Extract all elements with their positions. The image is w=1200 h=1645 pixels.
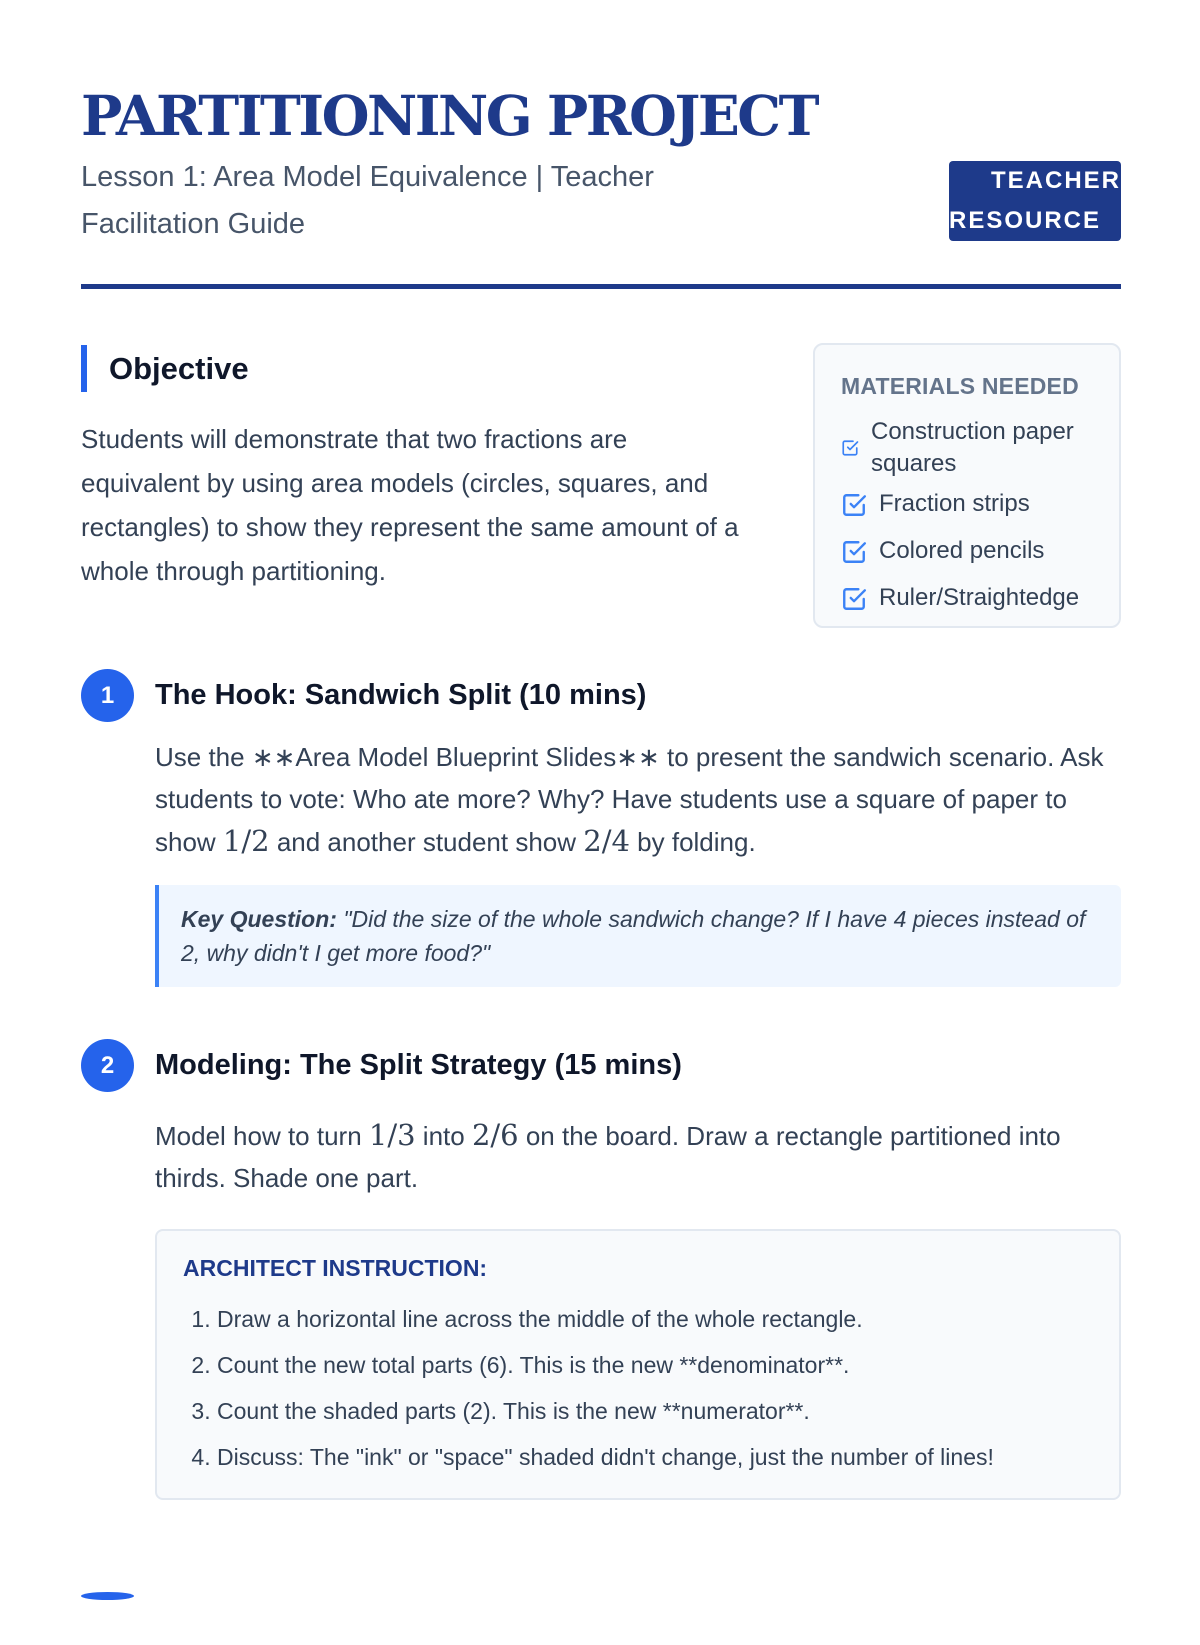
intro-section (81, 289, 1121, 669)
badge-line-1: TEACHER (990, 167, 1121, 194)
material-label: Ruler/Straightedge (879, 584, 1080, 611)
check-square-icon (841, 539, 867, 574)
architect-instruction-box (155, 1229, 1121, 1500)
material-label: Colored pencils (879, 537, 1045, 564)
fraction-math: 1/2 (222, 824, 270, 858)
material-label: Construction paper squares (871, 418, 1074, 477)
page-header (81, 0, 1121, 289)
step-text-part: by folding. (629, 827, 756, 857)
objective-text: Students will demonstrate that two fractions are equivalent by using area models (circles, squares, and rectangles) to show they represent the same amount of a whole through partitioning. (81, 424, 739, 586)
step-text-part: on the board. Draw a rectangle partitioned into thirds. Shade one part. (155, 1121, 1061, 1193)
step-text-part: into (415, 1121, 472, 1151)
step-2 (81, 1039, 1121, 1500)
step-1 (81, 669, 1121, 987)
step-number-badge: 3 (81, 1592, 134, 1600)
step-title: The Hook: Sandwich Split (10 mins) (155, 679, 647, 711)
key-question-callout (155, 885, 1121, 987)
key-question-text: "Did the size of the whole sandwich change? If I have 4 pieces instead of 2, why didn't I get more food?" (181, 906, 1086, 966)
architect-instruction-title: ARCHITECT INSTRUCTION: (183, 1255, 488, 1281)
material-item (841, 535, 1093, 574)
material-item (841, 488, 1093, 527)
fraction-math: 1/3 (368, 1118, 416, 1152)
instruction-list (183, 1296, 1093, 1480)
material-item (841, 416, 1093, 480)
page-title: PARTITIONING PROJECT (81, 83, 818, 148)
step-description (155, 1114, 1121, 1199)
step-text-part: Use the ∗∗Area Model Blueprint Slides∗∗ to present the sandwich scenario. Ask students to vote: Who ate more? Why? Have students use a square of paper to show (155, 742, 1104, 857)
key-question-label: Key Question: (181, 906, 337, 932)
check-square-icon (841, 434, 859, 466)
instruction-item: 1. Draw a horizontal line across the middle of the whole rectangle. (217, 1296, 1093, 1342)
instruction-item: 2. Count the new total parts (6). This is the new **denominator**. (217, 1342, 1093, 1388)
material-label: Fraction strips (879, 490, 1030, 517)
materials-panel (813, 343, 1121, 628)
check-square-icon (841, 492, 867, 527)
document-page (81, 0, 1121, 1500)
fraction-math: 2/4 (583, 824, 630, 858)
step-text-part: Model how to turn (155, 1121, 369, 1151)
objective-heading: Objective (81, 345, 249, 392)
teacher-resource-badge (949, 161, 1121, 241)
step-text-part: and another student show (269, 827, 584, 857)
instruction-item: 3. Count the shaded parts (2). This is the new **numerator**. (217, 1388, 1093, 1434)
page-subtitle: Lesson 1: Area Model Equivalence | Teacher Facilitation Guide (81, 161, 654, 240)
materials-title: MATERIALS NEEDED (841, 373, 1079, 399)
badge-line-2: RESOURCE (949, 207, 1102, 234)
step-number-badge: 1 (81, 669, 134, 722)
material-item (841, 582, 1093, 621)
check-square-icon (841, 586, 867, 621)
step-number-badge: 2 (81, 1039, 134, 1092)
step-description (155, 736, 1121, 863)
fraction-math: 2/6 (471, 1118, 519, 1152)
instruction-item: 4. Discuss: The "ink" or "space" shaded didn't change, just the number of lines! (217, 1434, 1093, 1480)
step-title: Modeling: The Split Strategy (15 mins) (155, 1049, 682, 1081)
